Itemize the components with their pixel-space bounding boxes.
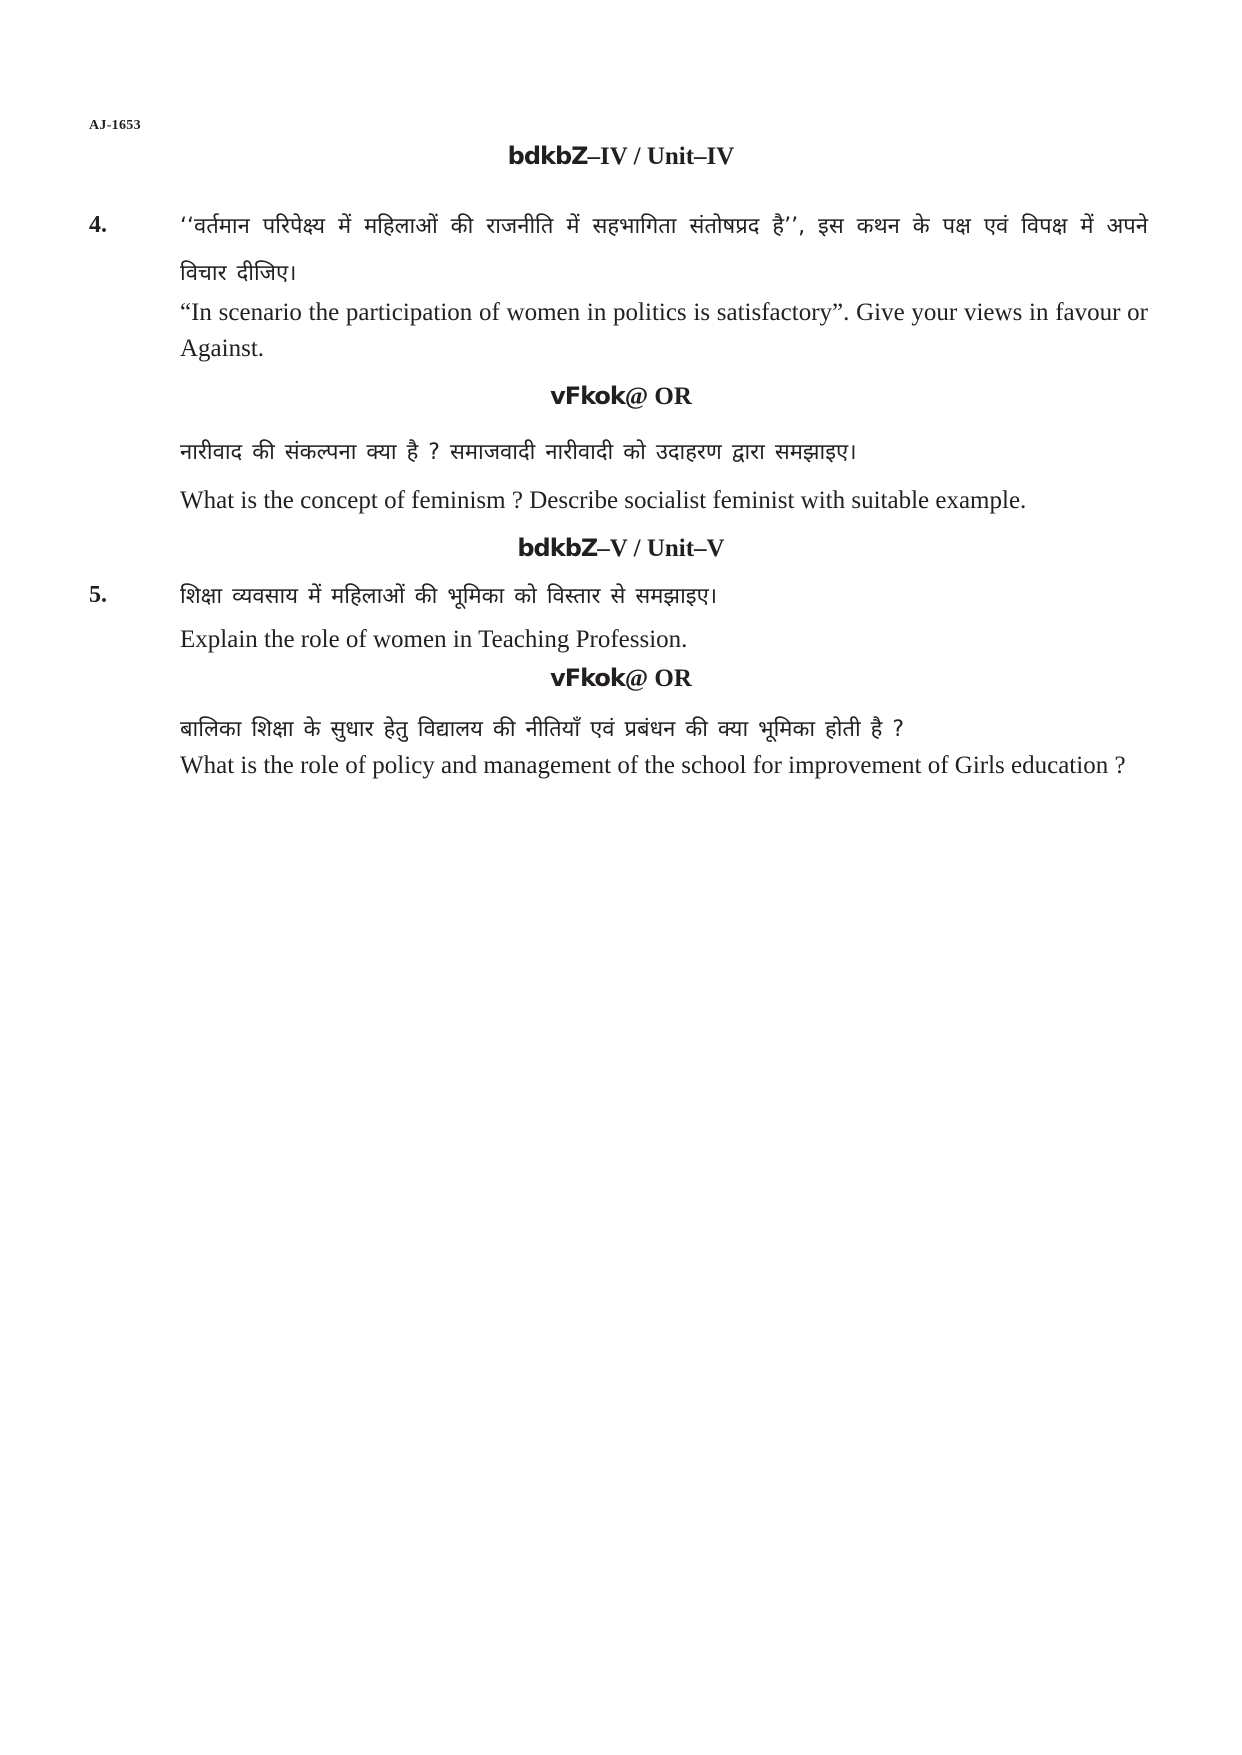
unit-5-heading-hindi: bdkbZ: [517, 534, 598, 562]
question-4-or: [0, 382, 1242, 411]
question-4-number: 4.: [89, 212, 107, 238]
unit-4-heading: [0, 142, 1242, 171]
question-5-english: Explain the role of women in Teaching Profession.: [180, 626, 688, 653]
question-4-hindi: ‘‘वर्तमान परिपेक्ष्य में महिलाओं की राजनीति में सहभागिता संतोषप्रद है’’, इस कथन के पक्ष एवं विपक्ष में अपने विचार दीजिए।: [180, 214, 1148, 286]
question-4-alt-english: What is the concept of feminism ? Describe socialist feminist with suitable example.: [180, 487, 1027, 514]
question-5-hindi: शिक्षा व्यवसाय में महिलाओं की भूमिका को विस्तार से समझाइए।: [180, 584, 718, 609]
question-5-or: [0, 664, 1242, 693]
or-hindi: vFkok: [550, 664, 625, 692]
unit-4-heading-hindi: bdkbZ: [507, 142, 588, 170]
question-4-english: “In scenario the participation of women in politics is satisfactory”. Give your views in favour or Against.: [180, 299, 1148, 362]
unit-4-heading-text: –IV / Unit–IV: [587, 143, 735, 170]
or-hindi: vFkok: [550, 382, 625, 410]
or-text: @ OR: [624, 665, 692, 692]
question-5-alt-hindi: बालिका शिक्षा के सुधार हेतु विद्यालय की नीतियाँ एवं प्रबंधन की क्या भूमिका होती है ?: [180, 717, 905, 742]
unit-5-heading-text: –V / Unit–V: [597, 535, 725, 562]
question-5-number: 5.: [89, 582, 107, 608]
question-4-alt-hindi: नारीवाद की संकल्पना क्या है ? समाजवादी नारीवादी को उदाहरण द्वारा समझाइए।: [180, 440, 857, 465]
or-text: @ OR: [624, 383, 692, 410]
question-5-alt-english: What is the role of policy and management of the school for improvement of Girls education ?: [180, 752, 1126, 779]
paper-code: AJ-1653: [89, 118, 141, 133]
unit-5-heading: [0, 534, 1242, 563]
